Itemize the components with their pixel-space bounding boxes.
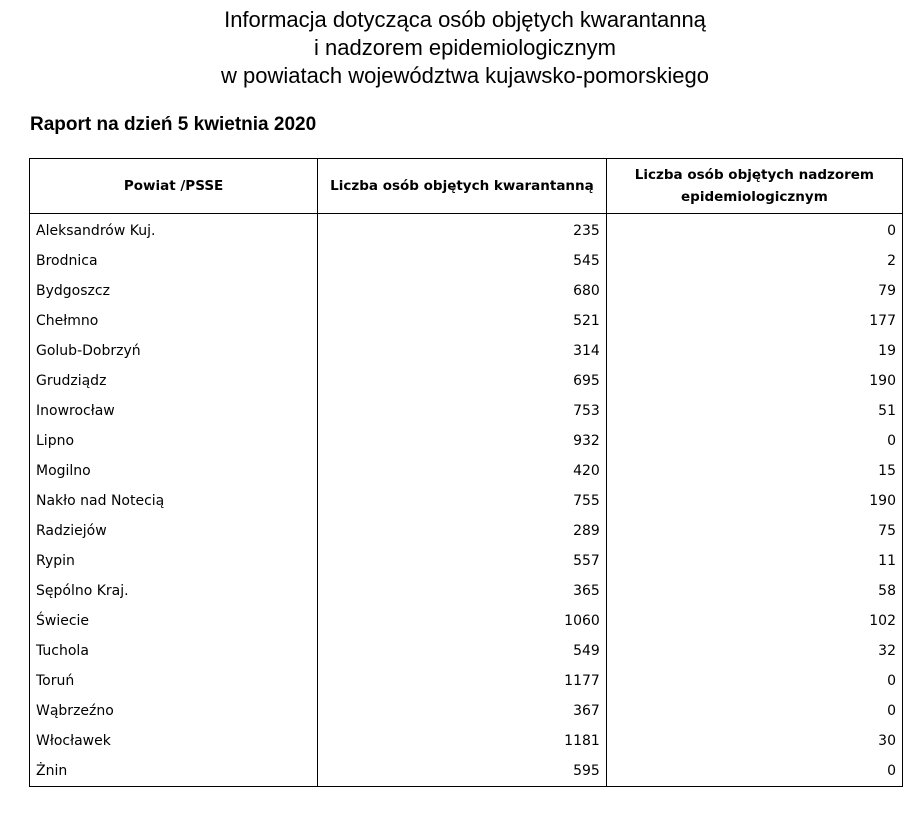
cell-nadzor: 51	[606, 396, 902, 426]
cell-kwarantanna: 755	[318, 486, 607, 516]
cell-powiat: Wąbrzeźno	[30, 696, 318, 726]
cell-powiat: Golub-Dobrzyń	[30, 336, 318, 366]
title-line-3: w powiatach województwa kujawsko-pomorskiego	[221, 63, 709, 88]
cell-nadzor: 0	[606, 756, 902, 787]
cell-powiat: Włocławek	[30, 726, 318, 756]
table-row	[30, 756, 903, 787]
cell-nadzor: 0	[606, 666, 902, 696]
cell-kwarantanna: 314	[318, 336, 607, 366]
table-row	[30, 246, 903, 276]
table-body	[30, 214, 903, 787]
cell-kwarantanna: 235	[318, 214, 607, 247]
cell-kwarantanna: 289	[318, 516, 607, 546]
cell-powiat: Żnin	[30, 756, 318, 787]
cell-kwarantanna: 595	[318, 756, 607, 787]
cell-kwarantanna: 521	[318, 306, 607, 336]
cell-powiat: Brodnica	[30, 246, 318, 276]
cell-powiat: Sępólno Kraj.	[30, 576, 318, 606]
document-title	[0, 6, 921, 90]
cell-kwarantanna: 367	[318, 696, 607, 726]
cell-powiat: Tuchola	[30, 636, 318, 666]
table-row	[30, 396, 903, 426]
cell-nadzor: 102	[606, 606, 902, 636]
cell-nadzor: 30	[606, 726, 902, 756]
report-date-heading: Raport na dzień 5 kwietnia 2020	[30, 114, 317, 135]
cell-powiat: Świecie	[30, 606, 318, 636]
cell-powiat: Bydgoszcz	[30, 276, 318, 306]
cell-powiat: Nakło nad Notecią	[30, 486, 318, 516]
cell-kwarantanna: 1181	[318, 726, 607, 756]
table-row	[30, 486, 903, 516]
cell-powiat: Aleksandrów Kuj.	[30, 214, 318, 247]
cell-kwarantanna: 695	[318, 366, 607, 396]
cell-nadzor: 177	[606, 306, 902, 336]
quarantine-table	[29, 158, 903, 787]
cell-powiat: Mogilno	[30, 456, 318, 486]
cell-nadzor: 15	[606, 456, 902, 486]
cell-kwarantanna: 1060	[318, 606, 607, 636]
cell-powiat: Rypin	[30, 546, 318, 576]
cell-powiat: Grudziądz	[30, 366, 318, 396]
title-line-1: Informacja dotycząca osób objętych kwarantanną	[224, 7, 706, 32]
cell-nadzor: 0	[606, 696, 902, 726]
cell-kwarantanna: 545	[318, 246, 607, 276]
table-row	[30, 306, 903, 336]
cell-powiat: Radziejów	[30, 516, 318, 546]
table-row	[30, 276, 903, 306]
cell-powiat: Inowrocław	[30, 396, 318, 426]
cell-nadzor: 0	[606, 426, 902, 456]
table-row	[30, 214, 903, 247]
table-row	[30, 576, 903, 606]
cell-kwarantanna: 753	[318, 396, 607, 426]
cell-nadzor: 11	[606, 546, 902, 576]
table-row	[30, 726, 903, 756]
table-row	[30, 666, 903, 696]
header-nadzor-line-2: epidemiologicznym	[681, 189, 828, 205]
cell-kwarantanna: 557	[318, 546, 607, 576]
table-row	[30, 636, 903, 666]
cell-nadzor: 190	[606, 366, 902, 396]
title-line-2: i nadzorem epidemiologicznym	[313, 35, 617, 60]
cell-nadzor: 32	[606, 636, 902, 666]
cell-kwarantanna: 549	[318, 636, 607, 666]
table-row	[30, 336, 903, 366]
cell-nadzor: 79	[606, 276, 902, 306]
cell-powiat: Lipno	[30, 426, 318, 456]
table-row	[30, 516, 903, 546]
header-kwarantanna: Liczba osób objętych kwarantanną	[318, 159, 607, 214]
cell-nadzor: 75	[606, 516, 902, 546]
table-row	[30, 696, 903, 726]
cell-kwarantanna: 680	[318, 276, 607, 306]
table-row	[30, 606, 903, 636]
header-nadzor-line-1: Liczba osób objętych nadzorem	[634, 167, 874, 183]
cell-kwarantanna: 420	[318, 456, 607, 486]
cell-nadzor: 2	[606, 246, 902, 276]
cell-nadzor: 19	[606, 336, 902, 366]
cell-kwarantanna: 1177	[318, 666, 607, 696]
table-row	[30, 546, 903, 576]
cell-nadzor: 58	[606, 576, 902, 606]
cell-nadzor: 0	[606, 214, 902, 247]
table-row	[30, 426, 903, 456]
header-nadzor	[606, 159, 902, 214]
table-header-row	[30, 159, 903, 214]
cell-powiat: Chełmno	[30, 306, 318, 336]
cell-kwarantanna: 932	[318, 426, 607, 456]
table-row	[30, 366, 903, 396]
cell-powiat: Toruń	[30, 666, 318, 696]
cell-kwarantanna: 365	[318, 576, 607, 606]
header-powiat: Powiat /PSSE	[30, 159, 318, 214]
cell-nadzor: 190	[606, 486, 902, 516]
table-row	[30, 456, 903, 486]
